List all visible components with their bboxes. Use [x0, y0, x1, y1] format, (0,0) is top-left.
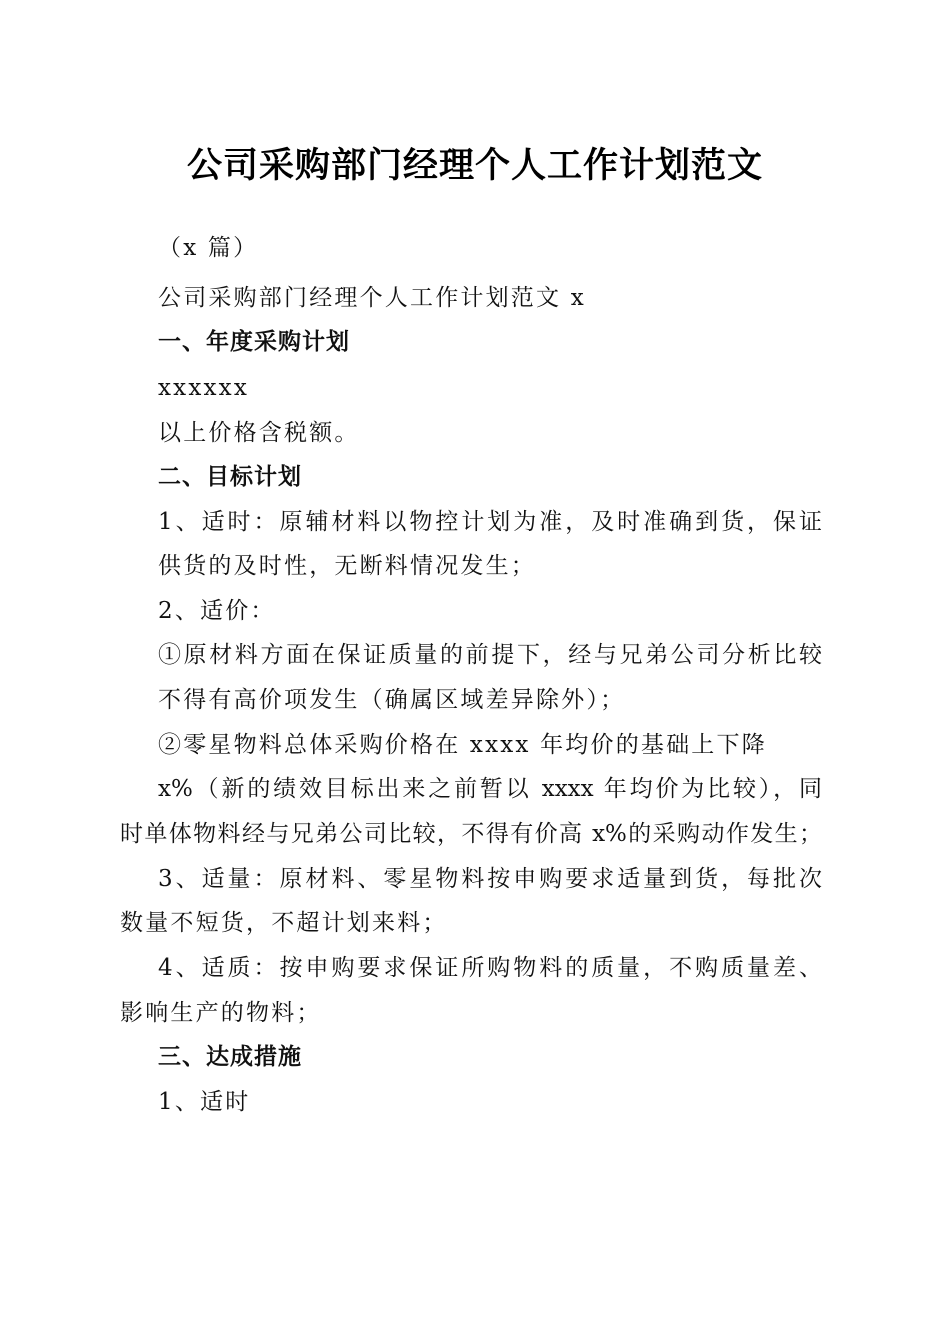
paragraph-line: 1、适时：原辅材料以物控计划为准，及时准确到货，保证: [158, 509, 822, 535]
paragraph-line: 时单体物料经与兄弟公司比较，不得有价高 x%的采购动作发生；: [120, 821, 822, 847]
section-count-note: （x 篇）: [158, 235, 259, 261]
paragraph-line: 以上价格含税额。: [158, 420, 360, 446]
paragraph-line: 不得有高价项发生（确属区域差异除外）；: [158, 687, 626, 713]
paragraph-line: ②零星物料总体采购价格在 xxxx 年均价的基础上下降: [158, 732, 767, 758]
paragraph-line: ①原材料方面在保证质量的前提下，经与兄弟公司分析比较: [158, 642, 822, 668]
section-heading-target-plan: 二、目标计划: [158, 464, 302, 490]
document-title: 公司采购部门经理个人工作计划范文: [186, 145, 763, 186]
paragraph-line: 3、适量：原材料、零星物料按申购要求适量到货，每批次: [158, 866, 822, 892]
paragraph-line: xxxxxx: [158, 375, 250, 401]
paragraph-line: x%（新的绩效目标出来之前暂以 xxxx 年均价为比较），同: [158, 776, 822, 802]
paragraph-line: 影响生产的物料；: [120, 1000, 322, 1026]
section-heading-annual-plan: 一、年度采购计划: [158, 329, 350, 355]
paragraph-line: 供货的及时性，无断料情况发生；: [158, 553, 536, 579]
paragraph-line: 4、适质：按申购要求保证所购物料的质量，不购质量差、: [158, 955, 822, 981]
subtitle-line: 公司采购部门经理个人工作计划范文 x: [158, 285, 586, 311]
paragraph-line: 数量不短货，不超计划来料；: [120, 910, 448, 936]
paragraph-line: 2、适价：: [158, 598, 276, 624]
section-heading-measures: 三、达成措施: [158, 1044, 302, 1070]
paragraph-line: 1、适时: [158, 1089, 251, 1115]
